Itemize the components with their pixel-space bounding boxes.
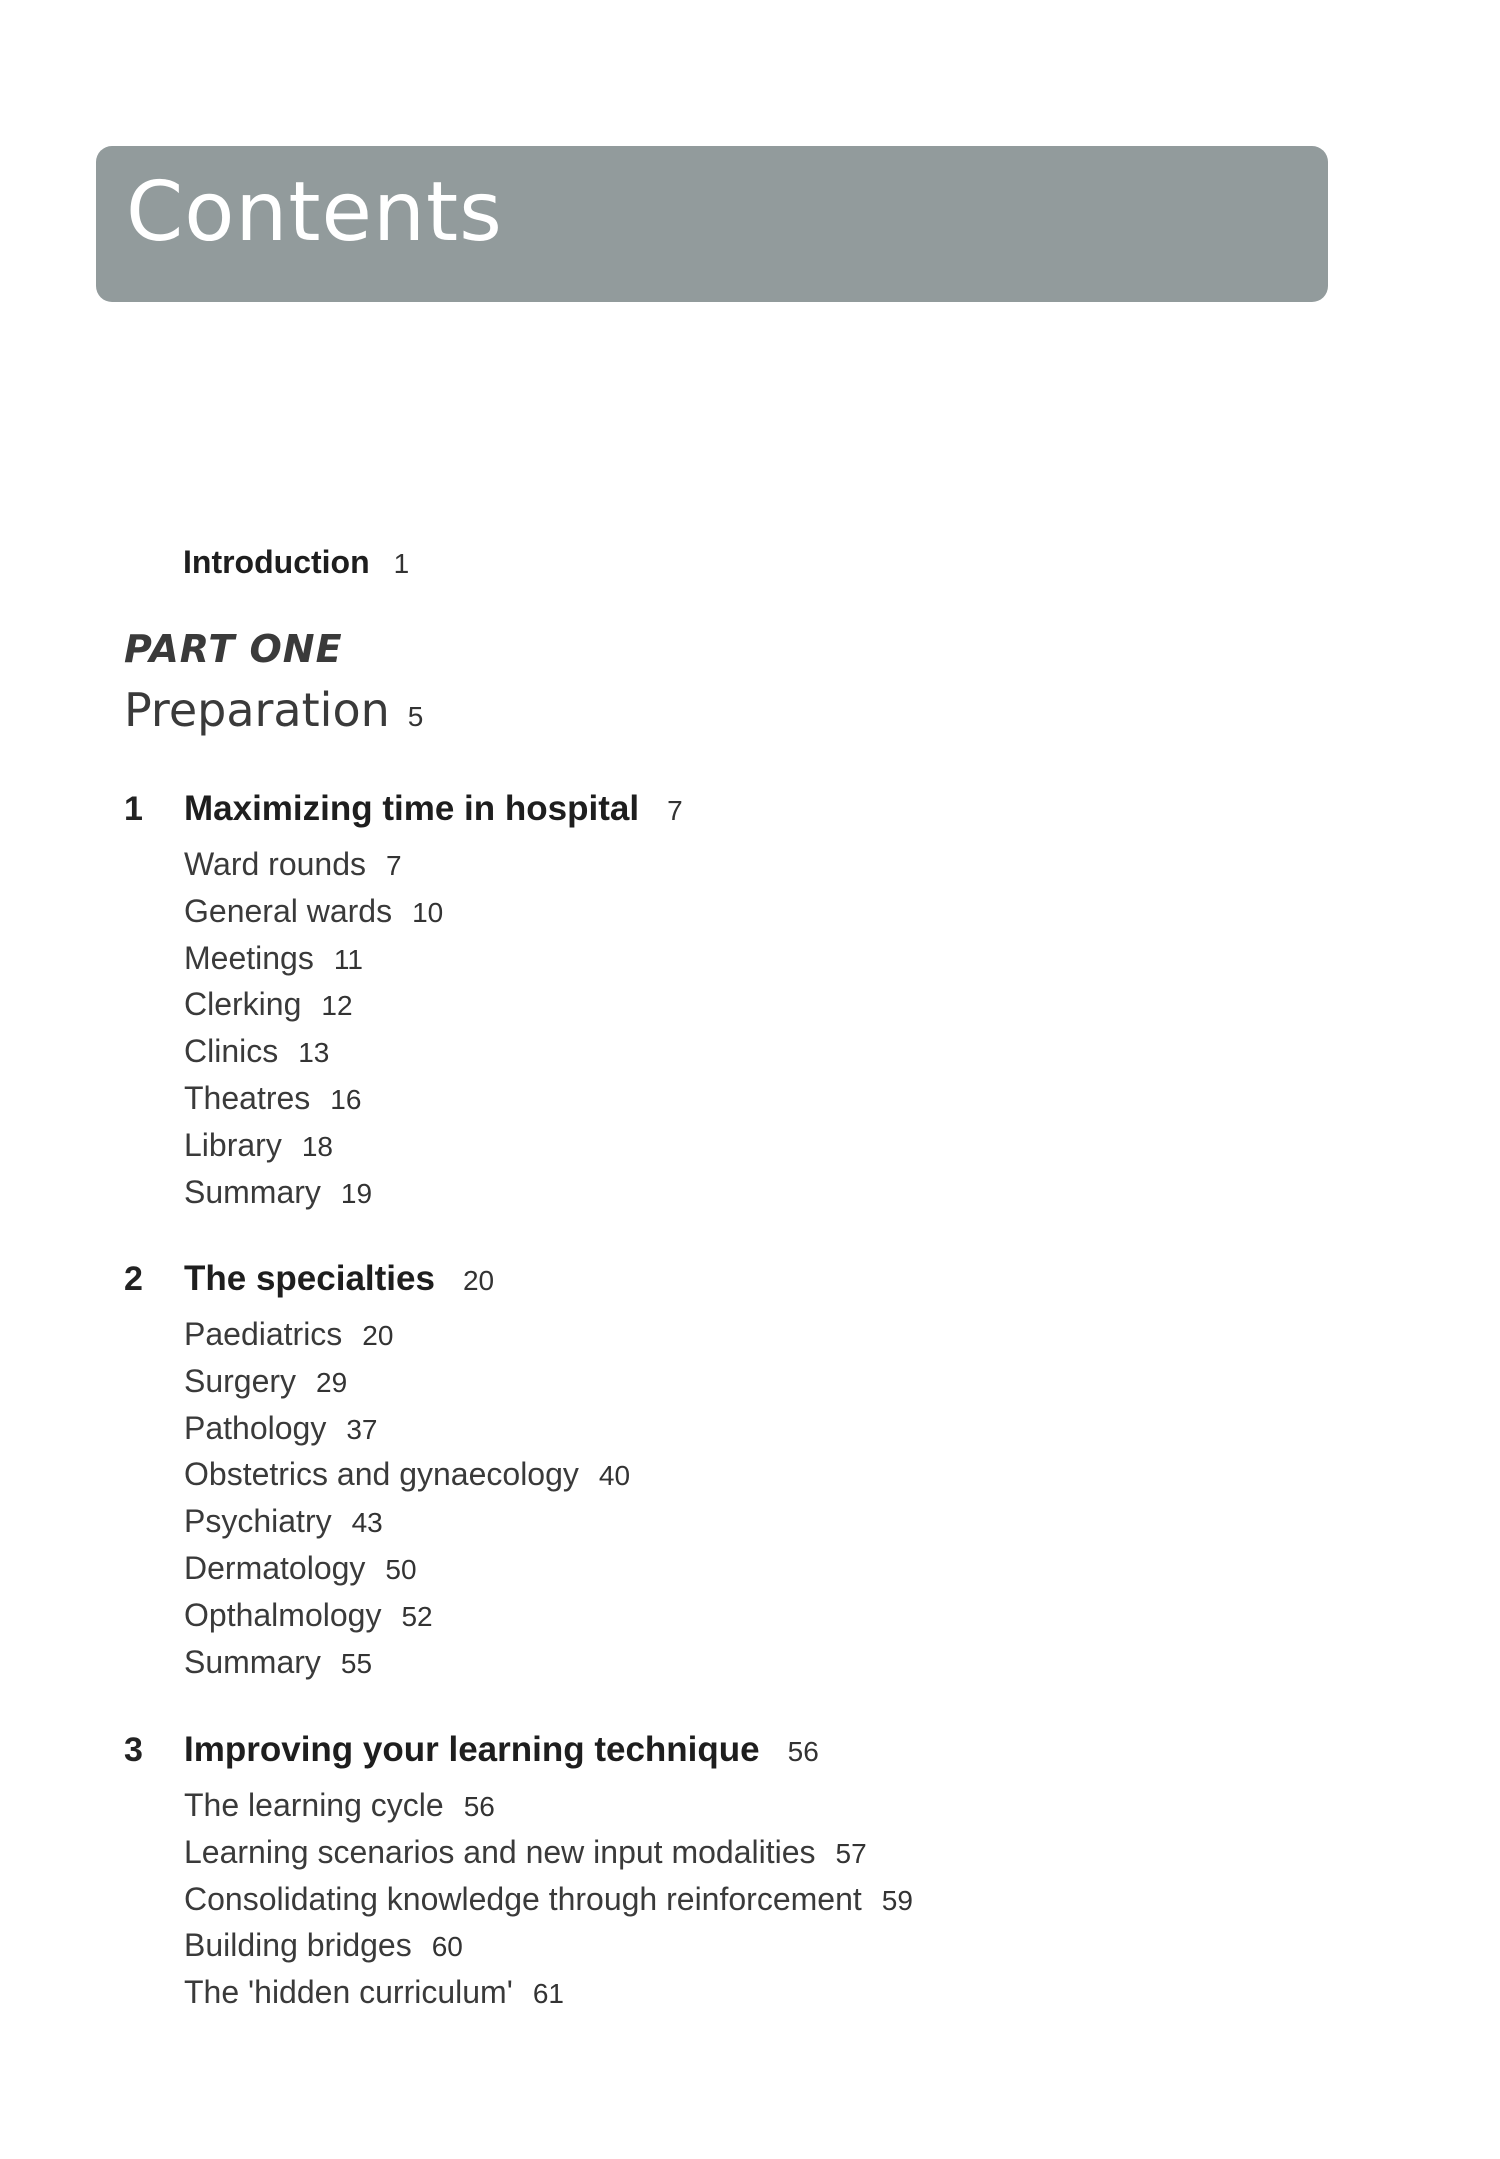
section-page-number: 55 xyxy=(340,1647,373,1679)
section-list xyxy=(0,842,443,1216)
section-title: Dermatology xyxy=(184,1549,366,1586)
section-page-number: 29 xyxy=(316,1366,348,1398)
section-title: Learning scenarios and new input modalities xyxy=(184,1833,816,1870)
chapter-title: The specialties xyxy=(184,1259,435,1298)
toc-section-entry[interactable] xyxy=(184,1452,630,1499)
section-title: Consolidating knowledge through reinforcement xyxy=(184,1880,862,1917)
chapter-heading[interactable] xyxy=(0,1254,630,1304)
section-title: Summary xyxy=(184,1173,321,1210)
toc-section-entry[interactable] xyxy=(184,1406,630,1453)
section-title: Opthalmology xyxy=(184,1596,382,1633)
toc-entry-introduction[interactable] xyxy=(183,540,409,586)
toc-section-entry[interactable] xyxy=(184,1830,913,1877)
section-title: Meetings xyxy=(184,939,314,976)
section-page-number: 37 xyxy=(346,1413,378,1445)
section-page-number: 18 xyxy=(301,1130,333,1162)
section-page-number: 12 xyxy=(321,990,353,1022)
section-page-number: 11 xyxy=(333,943,363,975)
toc-section-entry[interactable] xyxy=(184,1076,443,1123)
chapter-page-number: 56 xyxy=(787,1736,819,1767)
toc-section-entry[interactable] xyxy=(184,1783,913,1830)
section-title: Summary xyxy=(184,1643,321,1680)
chapter-number: 2 xyxy=(124,1260,143,1298)
toc-section-entry[interactable] xyxy=(184,1546,630,1593)
section-title: The learning cycle xyxy=(184,1787,444,1823)
chapter-heading[interactable] xyxy=(0,784,683,834)
chapter-title-line xyxy=(184,1725,819,1777)
toc-section-entry[interactable] xyxy=(184,1593,630,1640)
chapter-title: Improving your learning technique xyxy=(184,1730,760,1769)
toc-section-entry[interactable] xyxy=(184,842,443,889)
chapter-heading[interactable] xyxy=(0,1725,913,1775)
section-title: Pathology xyxy=(184,1409,327,1446)
introduction-title: Introduction xyxy=(183,544,370,580)
section-title: Surgery xyxy=(184,1362,297,1399)
section-page-number: 16 xyxy=(330,1083,362,1115)
toc-section-entry[interactable] xyxy=(184,1970,913,2017)
toc-section-entry[interactable] xyxy=(184,889,443,936)
toc-section-entry[interactable] xyxy=(184,1029,443,1076)
section-title: Clinics xyxy=(184,1033,279,1070)
toc-section-entry[interactable] xyxy=(184,1359,630,1406)
section-page-number: 7 xyxy=(386,850,402,881)
section-title: General wards xyxy=(184,892,393,929)
chapter-page-number: 20 xyxy=(462,1265,495,1296)
toc-entry-part-one[interactable] xyxy=(124,683,423,737)
section-page-number: 61 xyxy=(532,1978,564,2010)
chapter-number: 3 xyxy=(124,1731,143,1769)
section-page-number: 56 xyxy=(463,1791,495,1822)
section-page-number: 40 xyxy=(598,1460,631,1492)
toc-section-entry[interactable] xyxy=(184,1312,630,1359)
page-title: Contents xyxy=(126,165,503,260)
section-page-number: 19 xyxy=(340,1177,373,1209)
toc-section-entry[interactable] xyxy=(184,1499,630,1546)
section-title: Paediatrics xyxy=(184,1316,343,1352)
section-title: Library xyxy=(184,1126,282,1163)
chapter-title: Maximizing time in hospital xyxy=(184,789,640,828)
section-title: Clerking xyxy=(184,986,302,1023)
chapter-number: 1 xyxy=(124,790,143,828)
section-page-number: 10 xyxy=(412,896,444,928)
section-title: Theatres xyxy=(184,1079,311,1116)
section-page-number: 57 xyxy=(835,1837,867,1869)
part-label: PART ONE xyxy=(124,627,343,671)
section-title: The 'hidden curriculum' xyxy=(184,1974,513,2011)
toc-section-entry[interactable] xyxy=(184,982,443,1029)
toc-section-entry[interactable] xyxy=(184,1923,913,1970)
section-page-number: 60 xyxy=(431,1931,463,1963)
section-title: Building bridges xyxy=(184,1927,412,1964)
introduction-page-number: 1 xyxy=(393,548,410,579)
section-page-number: 43 xyxy=(351,1507,383,1539)
section-page-number: 50 xyxy=(385,1553,417,1585)
part-title: Preparation xyxy=(124,683,390,737)
toc-section-entry[interactable] xyxy=(184,1640,630,1687)
chapter-block-2 xyxy=(0,1254,630,1686)
toc-section-entry[interactable] xyxy=(184,1123,443,1170)
contents-header-banner xyxy=(96,146,1328,302)
chapter-title-line xyxy=(184,784,683,836)
chapter-title-line xyxy=(184,1254,494,1306)
section-page-number: 13 xyxy=(298,1037,330,1069)
section-list xyxy=(0,1783,913,2017)
toc-section-entry[interactable] xyxy=(184,1877,913,1924)
section-title: Ward rounds xyxy=(184,846,366,882)
chapter-block-1 xyxy=(0,784,683,1216)
section-page-number: 52 xyxy=(401,1600,433,1632)
toc-section-entry[interactable] xyxy=(184,936,443,983)
toc-section-entry[interactable] xyxy=(184,1170,443,1217)
chapter-block-3 xyxy=(0,1725,913,2017)
part-page-number: 5 xyxy=(407,701,424,732)
section-page-number: 20 xyxy=(362,1320,394,1351)
section-page-number: 59 xyxy=(881,1884,913,1916)
section-title: Psychiatry xyxy=(184,1503,332,1540)
chapter-page-number: 7 xyxy=(667,795,683,826)
section-list xyxy=(0,1312,630,1686)
section-title: Obstetrics and gynaecology xyxy=(184,1456,579,1493)
